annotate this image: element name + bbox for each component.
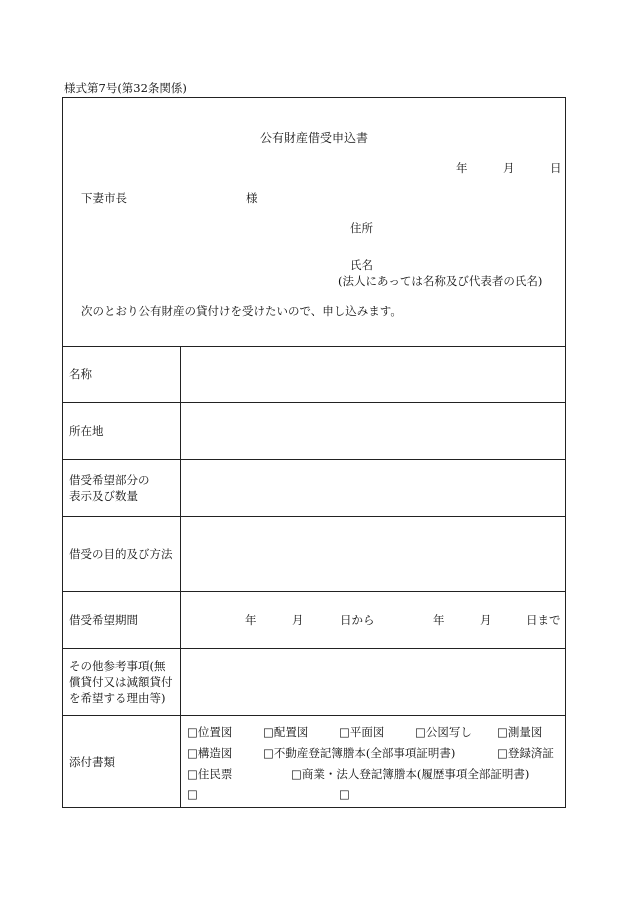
date-year[interactable]: 年 [456, 161, 468, 175]
name-label[interactable]: 氏名 [350, 258, 373, 272]
form-number: 様式第7号(第32条関係) [64, 81, 187, 95]
row-label: 名称 [63, 346, 181, 402]
addressee-mayor: 下妻市長 [81, 191, 127, 205]
addressee-honorific: 様 [246, 191, 258, 205]
address-label[interactable]: 住所 [350, 221, 373, 235]
attachment-checkbox[interactable]: □ [339, 787, 350, 801]
row-label: 借受の目的及び方法 [63, 517, 181, 591]
application-statement: 次のとおり公有財産の貸付けを受けたいので、申し込みます。 [81, 304, 402, 318]
attachment-checkbox[interactable]: □住民票 [187, 767, 233, 781]
attachment-checkbox[interactable]: □構造図 [187, 746, 233, 760]
row-other [63, 649, 565, 716]
row-attachments [63, 716, 565, 807]
form-title: 公有財産借受申込書 [259, 131, 368, 145]
date-month[interactable]: 月 [503, 161, 515, 175]
form-header [63, 98, 565, 347]
row-location [63, 403, 565, 460]
attachment-checkbox[interactable]: □配置図 [263, 725, 309, 739]
period-from-day: 日から [340, 613, 375, 627]
attachment-checkbox[interactable]: □位置図 [187, 725, 233, 739]
purpose-field[interactable] [181, 517, 565, 591]
row-portion [63, 460, 565, 517]
name-field[interactable] [181, 346, 565, 402]
period-from-month: 月 [292, 613, 304, 627]
attachment-checkbox[interactable]: □登録済証 [497, 746, 554, 760]
name-note: (法人にあっては名称及び代表者の氏名) [338, 274, 543, 288]
attachment-checkbox[interactable]: □測量図 [497, 725, 543, 739]
attachment-checkbox[interactable]: □平面図 [339, 725, 385, 739]
period-from-year: 年 [245, 613, 257, 627]
attachment-checkbox[interactable]: □不動産登記簿謄本(全部事項証明書) [263, 746, 456, 760]
attachment-checkbox[interactable]: □公図写し [415, 725, 472, 739]
period-to-month: 月 [480, 613, 492, 627]
row-label: 借受希望部分の 表示及び数量 [63, 460, 181, 516]
attachment-checkbox[interactable]: □商業・法人登記簿謄本(履歴事項全部証明書) [291, 767, 530, 781]
other-field[interactable] [181, 649, 565, 715]
period-to-year: 年 [433, 613, 445, 627]
row-label: 借受希望期間 [63, 592, 181, 648]
period-field[interactable] [181, 592, 565, 648]
portion-field[interactable] [181, 460, 565, 516]
attachments-field [181, 716, 565, 807]
row-name [63, 346, 565, 403]
location-field[interactable] [181, 403, 565, 459]
row-label: 所在地 [63, 403, 181, 459]
row-label: その他参考事項(無 償貸付又は減額貸付 を希望する理由等) [63, 649, 181, 715]
row-purpose [63, 517, 565, 592]
row-period [63, 592, 565, 649]
row-label: 添付書類 [63, 716, 181, 807]
date-day[interactable]: 日 [550, 161, 562, 175]
attachment-checkbox[interactable]: □ [187, 787, 198, 801]
application-form [62, 97, 566, 808]
period-to-day: 日まで [526, 613, 561, 627]
